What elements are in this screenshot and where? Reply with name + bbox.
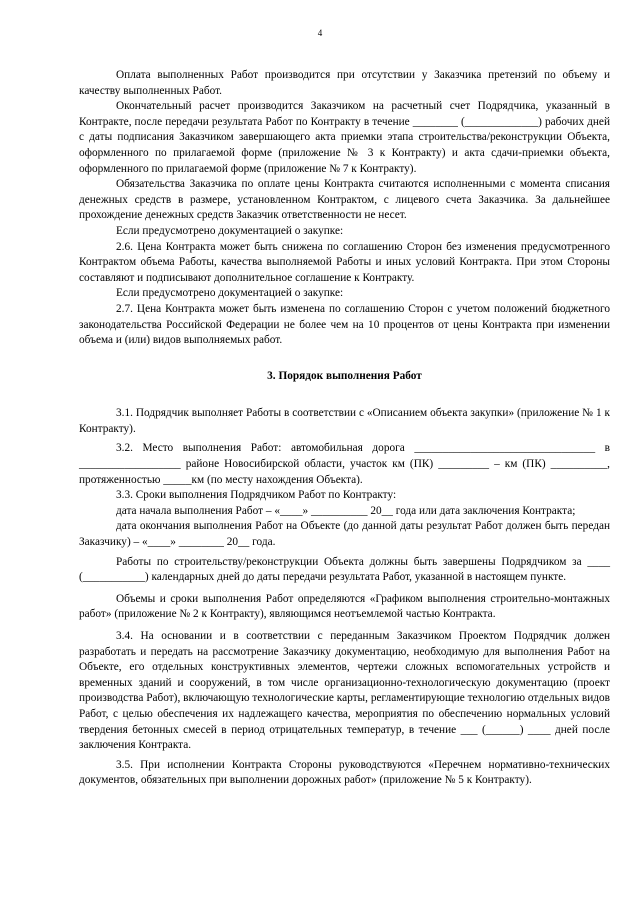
paragraph-clause-3-1: 3.1. Подрядчик выполняет Работы в соответствии с «Описанием объекта закупки» (приложение № 1 к Контракту).	[79, 407, 610, 435]
paragraph-end-date: дата окончания выполнения Работ на Объекте (до данной даты результат Работ должен быть передан Заказчику) – «____» ________ 20__ года.	[79, 520, 610, 549]
section-title: 3. Порядок выполнения Работ	[267, 369, 422, 382]
paragraph-payment-obligations: Обязательства Заказчика по оплате цены Контракта считаются исполненными с момента списания денежных средств в размере, установленном Контрактом, с лицевого счета Заказчика. За дальнейшее прохождение денежных средств Заказчик ответственности не несет.	[79, 178, 610, 222]
paragraph-schedule: Объемы и сроки выполнения Работ определяются «Графиком выполнения строительно-монтажных работ» (приложение № 2 к Контракту), являющимся неотъемлемой частью Контракта.	[79, 592, 610, 621]
paragraph-final-settlement: Окончательный расчет производится Заказчиком на расчетный счет Подрядчика, указанный в Контракте, после передачи результата Работ по Контракту в течение ________ (_____________) рабочих дней с даты подписания Заказчиком завершающего акта приемки этапа строительства/реконструкции Объекта, оформленного по прилагаемой форме (приложение № 3 к Контракту) и акта сдачи-приемки объекта, оформленного по прилагаемой форме (приложение № 7 к Контракту).	[79, 100, 610, 175]
paragraph-completion-term: Работы по строительству/реконструкции Объекта должны быть завершены Подрядчиком за ____ (___________) календарных дней до даты передачи результата Работ, указанной в настоящем пункте.	[79, 555, 610, 584]
paragraph-clause-3-3: 3.3. Сроки выполнения Подрядчиком Работ по Контракту:	[116, 489, 397, 502]
paragraph-clause-2-7: 2.7. Цена Контракта может быть изменена по соглашению Сторон с учетом положений бюджетного законодательства Российской Федерации не более чем на 10 процентов от цены Контракта при изменении объема и (или) видов выполняемых работ.	[79, 302, 610, 347]
document-body	[79, 68, 610, 789]
paragraph-start-date: дата начала выполнения Работ – «____» __________ 20__ года или дата заключения Контракта;	[116, 504, 576, 517]
paragraph-clause-3-2: 3.2. Место выполнения Работ: автомобильная дорога ________________________________ в __________________ районе Новосибирской области, участок км (ПК) _________ – км (ПК) __________, протяженностью _____км (по месту нахождения Объекта).	[79, 442, 610, 486]
paragraph-procurement-note: Если предусмотрено документацией о закупке:	[116, 287, 344, 300]
paragraph-clause-3-5: 3.5. При исполнении Контракта Стороны руководствуются «Перечнем нормативно-технических документов, обязательных при выполнении дорожных работ» (приложение № 5 к Контракту).	[79, 758, 610, 787]
paragraph-clause-3-4: 3.4. На основании и в соответствии с переданным Заказчиком Проектом Подрядчик должен разработать и передать на рассмотрение Заказчику документацию, необходимую для выполнения Работ на Объекте, его отдельных конструктивных элементов, чертежи сложных вспомогательных устройств и временных зданий и сооружений, в том числе организационно-технологическую документацию (проект производства Работ), включающую технологические карты, регламентирующие технологию отдельных видов Работ, с целью обеспечения их надлежащего качества, мероприятия по обеспечению нормальных условий твердения бетонных смесей в период отрицательных температур, в течение ___ (______) ____ дней после заключения Контракта.	[79, 630, 610, 752]
page-number: 4	[317, 28, 323, 38]
paragraph-clause-2-6: 2.6. Цена Контракта может быть снижена по соглашению Сторон без изменения предусмотренного Контрактом объема Работы, качества выполняемой Работы и иных условий Контракта. При этом Стороны составляют и подписывают дополнительное соглашение к Контракту.	[79, 240, 610, 284]
paragraph-payment-conditions: Оплата выполненных Работ производится при отсутствии у Заказчика претензий по объему и качеству выполненных Работ.	[79, 69, 610, 97]
paragraph-procurement-note: Если предусмотрено документацией о закупке:	[116, 224, 344, 237]
